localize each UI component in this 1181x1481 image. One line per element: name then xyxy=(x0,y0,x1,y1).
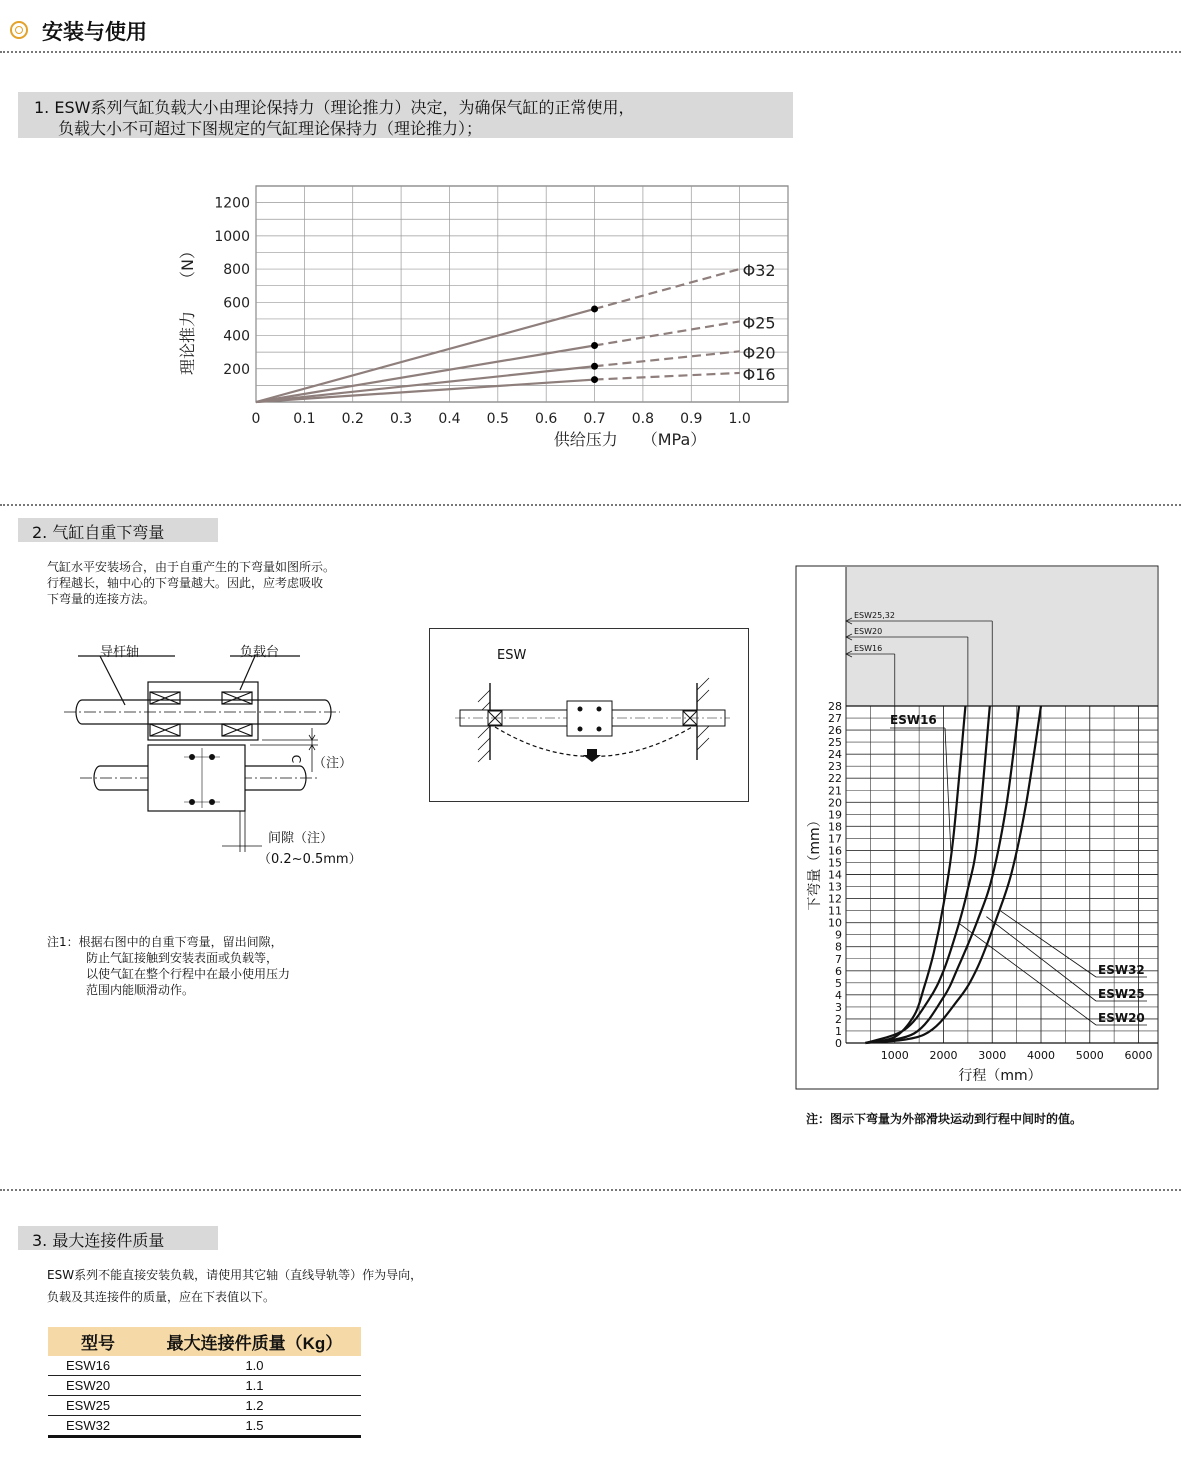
section3-banner xyxy=(18,1226,218,1250)
page-title: 安装与使用 xyxy=(42,20,147,44)
load-table-label: 负载台 xyxy=(240,645,280,660)
y-tick-label: 200 xyxy=(223,361,250,378)
note-line: 防止气缸接触到安装表面或负载等， xyxy=(86,951,279,965)
data-point xyxy=(591,363,598,370)
y-tick-label: 14 xyxy=(828,868,842,882)
max-stroke-label: ESW20 xyxy=(854,627,883,636)
y-axis-label: 下弯量（mm） xyxy=(807,813,823,911)
section2-description xyxy=(47,559,335,607)
table-row xyxy=(48,1416,361,1437)
x-tick-label: 0.6 xyxy=(535,411,558,427)
section1-banner xyxy=(18,92,793,138)
y-tick-label: 4 xyxy=(835,988,842,1002)
y-tick-label: 13 xyxy=(828,880,842,894)
x-tick-label: 1.0 xyxy=(728,411,751,427)
note-line: 以使气缸在整个行程中在最小使用压力 xyxy=(86,967,291,981)
y-tick-label: 20 xyxy=(828,796,842,810)
y-tick-label: 23 xyxy=(828,760,842,774)
x-tick-label: 0.2 xyxy=(341,411,364,427)
note-line: 范围内能顺滑动作。 xyxy=(86,983,195,997)
y-tick-label: 9 xyxy=(835,928,842,942)
y-tick-label: 26 xyxy=(828,724,842,738)
gap-range: （0.2~0.5mm） xyxy=(258,852,362,867)
series-label: ESW25 xyxy=(1098,987,1145,1001)
y-tick-label: 16 xyxy=(828,844,842,858)
x-axis-label: 供给压力 （MPa） xyxy=(553,430,707,449)
series-label: Φ20 xyxy=(742,343,776,363)
series-label: Φ25 xyxy=(742,313,776,333)
series-label: Φ16 xyxy=(742,364,776,384)
x-tick-label: 0.7 xyxy=(583,411,606,427)
section1-line1: 1. ESW系列气缸负载大小由理论保持力（理论推力）决定，为确保气缸的正常使用， xyxy=(34,98,635,117)
model-cell: ESW16 xyxy=(48,1356,148,1376)
section2-note xyxy=(47,934,290,998)
bullet-circle-icon xyxy=(10,21,28,39)
y-tick-label: 0 xyxy=(835,1037,842,1050)
column-header-model: 型号 xyxy=(48,1327,148,1356)
max-mass-table xyxy=(48,1327,361,1438)
y-tick-label: 11 xyxy=(828,904,842,918)
esw-label: ESW xyxy=(497,648,527,663)
x-tick-label: 2000 xyxy=(929,1049,958,1062)
mass-cell: 1.5 xyxy=(148,1416,361,1437)
y-tick-label: 8 xyxy=(835,940,842,954)
y-tick-label: 2 xyxy=(835,1012,842,1026)
y-tick-label: 17 xyxy=(828,832,842,846)
section3-title: 3. 最大连接件质量 xyxy=(32,1231,165,1250)
note-line: 注1：根据右图中的自重下弯量，留出间隙， xyxy=(47,935,283,949)
x-tick-label: 1000 xyxy=(880,1049,909,1062)
y-tick-label: 21 xyxy=(828,784,842,798)
y-tick-label: 5 xyxy=(835,976,842,990)
x-tick-label: 6000 xyxy=(1124,1049,1153,1062)
y-tick-label: 6 xyxy=(835,964,842,978)
deflection-chart-note: 注：图示下弯量为外部滑块运动到行程中间时的值。 xyxy=(806,1112,1083,1126)
data-point xyxy=(591,305,598,312)
description-line: 行程越长，轴中心的下弯量越大。因此，应考虑吸收 xyxy=(47,576,324,590)
x-tick-label: 0.8 xyxy=(631,411,655,427)
description-line: 气缸水平安装场合，由于自重产生的下弯量如图所示。 xyxy=(47,560,336,574)
y-tick-label: 22 xyxy=(828,772,842,786)
divider xyxy=(0,51,1181,53)
y-tick-label: 28 xyxy=(828,700,842,713)
series-label: ESW20 xyxy=(1098,1011,1145,1025)
x-tick-label: 0 xyxy=(251,411,261,427)
thrust-chart xyxy=(170,175,810,460)
series-label: ESW16 xyxy=(890,713,937,727)
description-line: 负载及其连接件的质量，应在下表值以下。 xyxy=(47,1290,276,1304)
y-tick-label: 12 xyxy=(828,892,842,906)
x-tick-label: 0.1 xyxy=(293,411,316,427)
c-note: （注） xyxy=(313,756,353,771)
x-tick-label: 0.4 xyxy=(438,411,461,427)
y-tick-label: 24 xyxy=(828,748,842,762)
mass-cell: 1.2 xyxy=(148,1396,361,1416)
plot-area xyxy=(256,186,788,402)
x-tick-label: 0.9 xyxy=(680,411,703,427)
table-row xyxy=(48,1356,361,1376)
y-tick-label: 25 xyxy=(828,736,842,750)
x-tick-label: 5000 xyxy=(1075,1049,1104,1062)
model-cell: ESW25 xyxy=(48,1396,148,1416)
divider xyxy=(0,504,1181,506)
header xyxy=(0,0,1181,52)
y-tick-label: 27 xyxy=(828,712,842,726)
y-tick-label: 1 xyxy=(835,1024,842,1038)
y-tick-label: 19 xyxy=(828,808,842,822)
y-tick-label: 3 xyxy=(835,1000,842,1014)
y-tick-label: 600 xyxy=(223,295,250,312)
gap-label: 间隙（注） xyxy=(268,831,334,846)
guide-shaft-label: 导杆轴 xyxy=(100,645,140,660)
mass-cell: 1.0 xyxy=(148,1356,361,1376)
model-cell: ESW20 xyxy=(48,1376,148,1396)
section1-line2: 负载大小不可超过下图规定的气缸理论保持力（理论推力）； xyxy=(58,119,483,138)
section3-description xyxy=(47,1264,422,1308)
x-tick-label: 3000 xyxy=(978,1049,1007,1062)
model-cell: ESW32 xyxy=(48,1416,148,1437)
description-line: 下弯量的连接方法。 xyxy=(47,592,156,606)
series-label: ESW32 xyxy=(1098,963,1145,977)
deflection-chart xyxy=(795,565,1160,1090)
table-header-row xyxy=(48,1327,361,1356)
y-tick-label: 400 xyxy=(223,328,250,345)
section2-title: 2. 气缸自重下弯量 xyxy=(32,523,165,542)
y-tick-label: 1200 xyxy=(214,195,250,212)
mass-cell: 1.1 xyxy=(148,1376,361,1396)
y-tick-label: 7 xyxy=(835,952,842,966)
y-axis-label: 理论推力 （N） xyxy=(178,243,197,375)
y-tick-label: 800 xyxy=(223,262,250,279)
esw-beam-diagram xyxy=(450,675,740,775)
x-axis-label: 行程（mm） xyxy=(958,1068,1042,1084)
x-tick-label: 0.5 xyxy=(486,411,509,427)
table-row xyxy=(48,1376,361,1396)
series-label: Φ32 xyxy=(742,261,776,281)
max-stroke-label: ESW16 xyxy=(854,644,883,653)
x-tick-label: 0.3 xyxy=(389,411,413,427)
data-point xyxy=(591,342,598,349)
data-point xyxy=(591,376,598,383)
description-line: ESW系列不能直接安装负载，请使用其它轴（直线导轨等）作为导向， xyxy=(47,1268,423,1282)
section2-banner xyxy=(18,518,218,542)
x-tick-label: 4000 xyxy=(1027,1049,1055,1062)
column-header-mass: 最大连接件质量（Kg） xyxy=(148,1327,361,1356)
y-tick-label: 10 xyxy=(828,916,842,930)
max-stroke-label: ESW25,32 xyxy=(854,611,895,620)
divider xyxy=(0,1189,1181,1191)
y-tick-label: 18 xyxy=(828,820,842,834)
y-tick-label: 15 xyxy=(828,856,842,870)
c-label: C xyxy=(289,754,304,764)
y-tick-label: 1000 xyxy=(214,228,250,245)
table-row xyxy=(48,1396,361,1416)
